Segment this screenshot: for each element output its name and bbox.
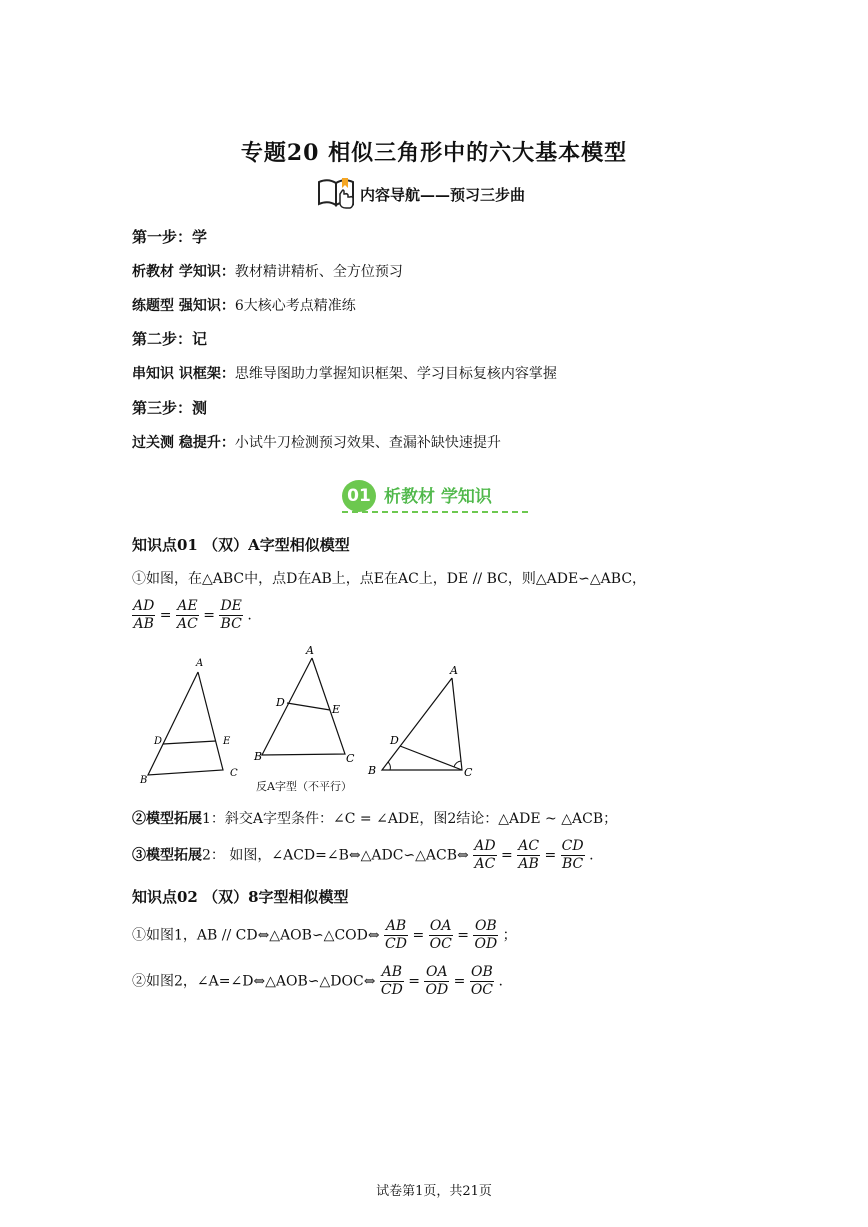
kp2-item1 (132, 918, 517, 953)
line2-text: 6大核心考点精准练 (234, 298, 356, 314)
label-d: D (154, 736, 163, 747)
fraction: $\frac{AB}{CD}$ (380, 964, 403, 998)
item3-text: 2： 如图，∠ACD=∠B⇔△ADC∽△ACB⇔ (202, 847, 469, 864)
item2-label: ②模型拓展 (132, 811, 202, 827)
step3-line1 (132, 432, 501, 452)
step1-line2 (132, 295, 356, 315)
fraction: $\frac{OA}{OD}$ (425, 964, 449, 998)
kp1-heading: 知识点01 （双）A字型相似模型 (132, 536, 350, 554)
label-b: B (140, 775, 148, 785)
book-pointer-icon (316, 174, 358, 214)
equals-sign: = (412, 927, 425, 944)
equals-sign: = (453, 973, 466, 990)
step2-line1 (132, 363, 557, 383)
label-a: A (196, 658, 204, 669)
label-a: A (450, 664, 458, 677)
page-footer: 试卷第1页，共21页 (376, 1184, 492, 1199)
equals-sign: = (457, 927, 470, 944)
kp2-heading: 知识点02 （双）8字型相似模型 (132, 888, 349, 906)
step3-heading: 第三步：测 (132, 399, 208, 417)
period: . (589, 847, 594, 864)
line3-text: 思维导图助力掌握知识框架、学习目标复核内容掌握 (234, 366, 557, 382)
fraction: $\frac{AD}{AB}$ (133, 598, 155, 632)
label-a: A (306, 644, 314, 657)
fraction: $\frac{OA}{OC}$ (429, 918, 452, 952)
label-b: B (368, 764, 377, 777)
equals-sign: = (159, 607, 172, 624)
period: . (247, 607, 252, 624)
kp2-item2 (132, 964, 503, 999)
kp1-item1: ①如图，在△ABC中，点D在AB上，点E在AC上，DE // BC，则△ADE∽△ABC， (132, 571, 647, 587)
figure-reverse-a-type (362, 660, 492, 785)
section-badge (338, 476, 530, 516)
fraction: $\frac{DE}{BC}$ (220, 598, 242, 632)
kp1-item2 (132, 808, 617, 828)
equals-sign: = (544, 847, 557, 864)
label-b: B (254, 750, 263, 763)
line3-label: 串知识 识框架： (132, 366, 235, 382)
label-d: D (390, 734, 399, 747)
nav-label: 内容导航——预习三步曲 (360, 185, 526, 204)
kp2-item1-text: ①如图1，AB // CD⇔△AOB∽△COD⇔ (132, 927, 380, 944)
label-e: E (223, 736, 231, 747)
equals-sign: = (501, 847, 513, 864)
content-nav-header (316, 176, 525, 212)
fraction: $\frac{OB}{OC}$ (470, 964, 494, 998)
label-d: D (276, 696, 285, 709)
fraction: $\frac{AE}{AC}$ (176, 598, 198, 632)
equals-sign: = (408, 973, 421, 990)
line1-label: 析教材 学知识： (132, 264, 235, 280)
section-title: 析教材 学知识 (384, 487, 492, 507)
label-c: C (230, 768, 238, 779)
fraction: $\frac{OB}{OD}$ (474, 918, 498, 952)
label-e: E (332, 703, 341, 716)
fraction: $\frac{AC}{AB}$ (518, 838, 540, 872)
page-title: 专题20 相似三角形中的六大基本模型 (240, 140, 628, 166)
kp1-item1-ratios (132, 598, 252, 633)
kp1-item3 (132, 838, 594, 873)
item2-text: 1：斜交A字型条件：∠C = ∠ADE，图2结论：△ADE ~ △ACB； (202, 811, 618, 827)
step1-line1 (132, 261, 403, 281)
label-c: C (464, 766, 473, 779)
line4-label: 过关测 稳提升： (132, 435, 235, 451)
section-divider (342, 511, 528, 513)
semicolon: ； (502, 927, 517, 944)
item3-label: ③模型拓展 (132, 847, 202, 864)
section-number-badge: 01 (342, 480, 376, 512)
label-c: C (346, 752, 355, 765)
kp2-item2-text: ②如图2，∠A=∠D⇔△AOB∽△DOC⇔ (132, 973, 376, 990)
period: . (498, 973, 503, 990)
line2-label: 练题型 强知识： (132, 298, 235, 314)
step2-heading: 第二步：记 (132, 330, 208, 348)
line1-text: 教材精讲精析、全方位预习 (234, 264, 403, 280)
figure-a-type-1 (130, 650, 250, 785)
step1-heading: 第一步：学 (132, 228, 208, 246)
fraction: $\frac{CD}{BC}$ (561, 838, 584, 872)
fraction: $\frac{AB}{CD}$ (385, 918, 407, 952)
figure-a-type-2 (250, 640, 370, 795)
fraction: $\frac{AD}{AC}$ (474, 838, 496, 872)
equals-sign: = (203, 607, 215, 624)
line4-text: 小试牛刀检测预习效果、查漏补缺快速提升 (234, 435, 501, 451)
figure-caption: 反A字型（不平行） (256, 780, 352, 793)
